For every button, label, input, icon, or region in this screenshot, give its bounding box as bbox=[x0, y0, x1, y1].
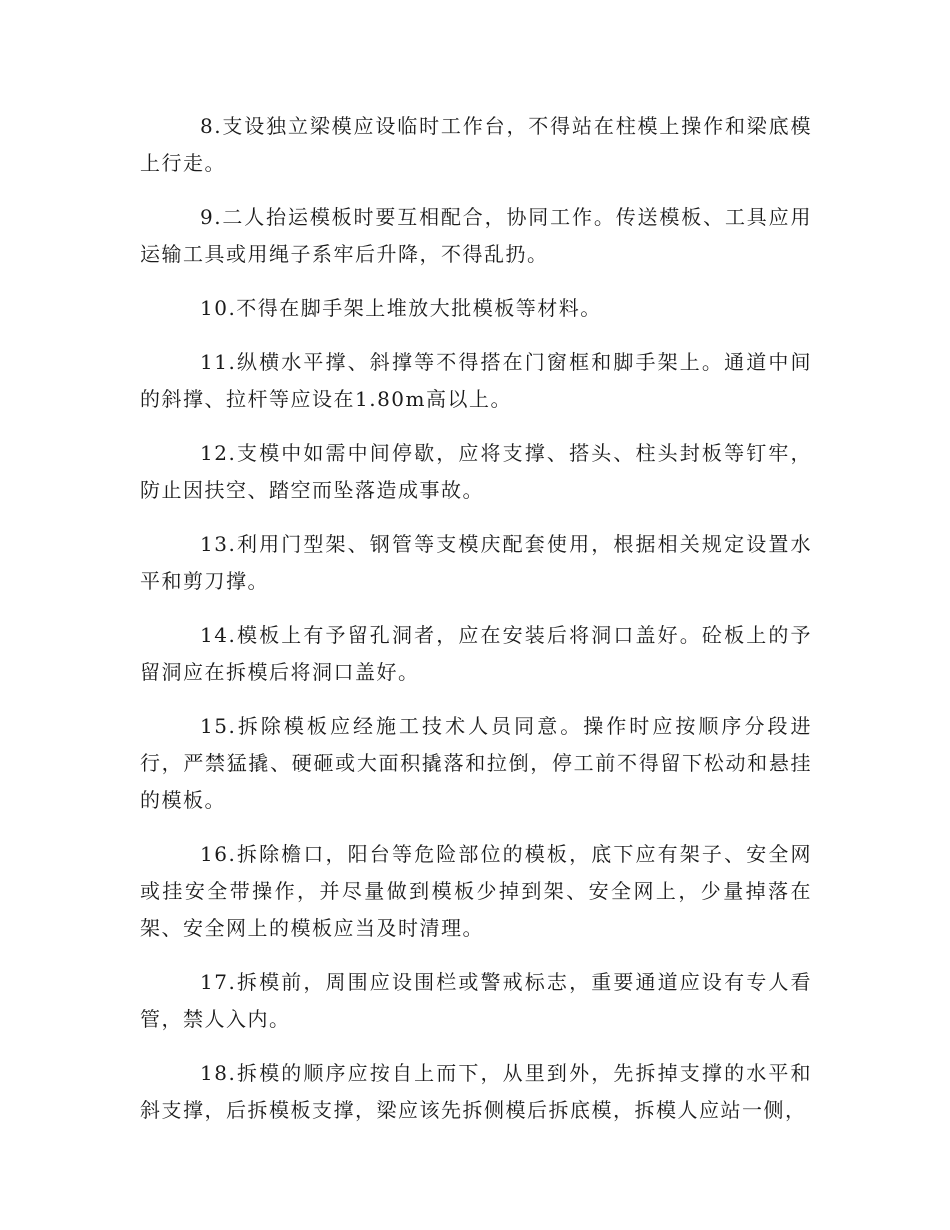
paragraph-item-10: 10.不得在脚手架上堆放大批模板等材料。 bbox=[200, 296, 602, 320]
paragraph-item-16: 16.拆除檐口，阳台等危险部位的模板，底下应有架子、安全网或挂安全带操作，并尽量做到模板少掉到架、安全网上，少量掉落在架、安全网上的模板应当及时清理。 bbox=[140, 842, 812, 940]
paragraph-item-12: 12.支模中如需中间停歇，应将支撑、搭头、柱头封板等钉牢，防止因扶空、踏空而坠落造成事故。 bbox=[140, 441, 812, 502]
paragraph-item-17: 17.拆模前，周围应设围栏或警戒标志，重要通道应设有专人看管，禁人入内。 bbox=[140, 970, 812, 1031]
paragraph-item-18: 18.拆模的顺序应按自上而下，从里到外，先拆掉支撑的水平和斜支撑，后拆模板支撑，梁应该先拆侧模后拆底模，拆模人应站一侧， bbox=[140, 1061, 812, 1122]
paragraph-item-11: 11.纵横水平撑、斜撑等不得搭在门窗框和脚手架上。通道中间的斜撑、拉杆等应设在1.80m高以上。 bbox=[140, 350, 812, 411]
paragraph-item-13: 13.利用门型架、钢管等支模庆配套使用，根据相关规定设置水平和剪刀撑。 bbox=[140, 532, 812, 593]
document-body bbox=[140, 108, 812, 1146]
paragraph-item-14: 14.模板上有予留孔洞者，应在安装后将洞口盖好。砼板上的予留洞应在拆模后将洞口盖好。 bbox=[140, 623, 812, 684]
paragraph-item-9: 9.二人抬运模板时要互相配合，协同工作。传送模板、工具应用运输工具或用绳子系牢后升降，不得乱扔。 bbox=[140, 205, 812, 266]
paragraph-item-8: 8.支设独立梁模应设临时工作台，不得站在柱模上操作和梁底模上行走。 bbox=[140, 114, 812, 175]
paragraph-item-15: 15.拆除模板应经施工技术人员同意。操作时应按顺序分段进行，严禁猛撬、硬砸或大面积撬落和拉倒，停工前不得留下松动和悬挂的模板。 bbox=[140, 714, 812, 812]
